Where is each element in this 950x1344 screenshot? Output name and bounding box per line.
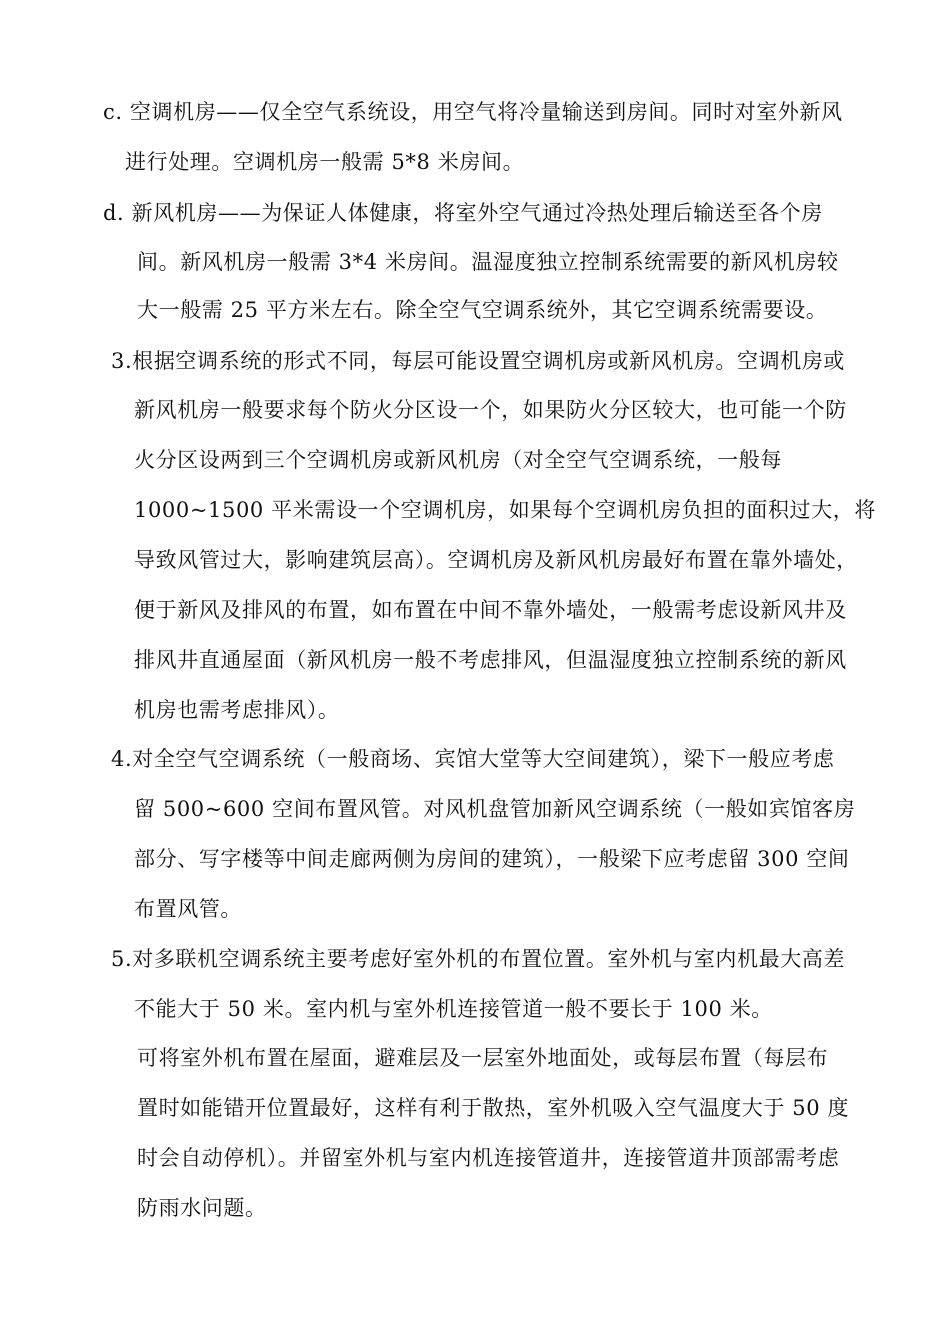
item-5-line-4: 置时如能错开位置最好，这样有利于散热，室外机吸入空气温度大于 50 度 [137, 1096, 850, 1120]
item-5-line-2: 不能大于 50 米。室内机与室外机连接管道一般不要长于 100 米。 [134, 997, 773, 1021]
item-d-line-3: 大一般需 25 平方米左右。除全空气空调系统外，其它空调系统需要设。 [137, 298, 828, 322]
item-5-line-3: 可将室外机布置在屋面，避难层及一层室外地面处，或每层布置（每层布 [137, 1046, 829, 1070]
item-3-line-3: 火分区设两到三个空调机房或新风机房（对全空气空调系统，一般每 [134, 448, 782, 472]
item-c-line-1: c. 空调机房——仅全空气系统设，用空气将冷量输送到房间。同时对室外新风 [103, 100, 843, 124]
item-d-line-1: d. 新风机房——为保证人体健康，将室外空气通过冷热处理后输送至各个房 [103, 201, 823, 225]
item-3-line-4: 1000~1500 平米需设一个空调机房，如果每个空调机房负担的面积过大，将 [134, 498, 876, 522]
item-3-line-2: 新风机房一般要求每个防火分区设一个，如果防火分区较大，也可能一个防 [134, 398, 847, 422]
item-c-line-2: 进行处理。空调机房一般需 5*8 米房间。 [125, 150, 525, 174]
item-5-line-5: 时会自动停机）。并留室外机与室内机连接管道井，连接管道井顶部需考虑 [137, 1146, 840, 1170]
item-4-line-4: 布置风管。 [134, 897, 242, 921]
item-3-line-5: 导致风管过大，影响建筑层高）。空调机房及新风机房最好布置在靠外墙处， [134, 548, 858, 572]
item-3-line-1: 3.根据空调系统的形式不同，每层可能设置空调机房或新风机房。空调机房或 [111, 349, 846, 373]
item-d-line-2: 间。新风机房一般需 3*4 米房间。温湿度独立控制系统需要的新风机房较 [137, 250, 839, 274]
item-3-line-6: 便于新风及排风的布置，如布置在中间不靠外墙处，一般需考虑设新风井及 [134, 598, 847, 622]
item-4-line-3: 部分、写字楼等中间走廊两侧为房间的建筑），一般梁下应考虑留 300 空间 [134, 847, 850, 871]
item-4-line-1: 4.对全空气空调系统（一般商场、宾馆大堂等大空间建筑），梁下一般应考虑 [111, 747, 835, 771]
item-3-line-7: 排风井直通屋面（新风机房一般不考虑排风，但温湿度独立控制系统的新风 [134, 648, 847, 672]
item-3-line-8: 机房也需考虑排风）。 [134, 698, 340, 722]
item-4-line-2: 留 500~600 空间布置风管。对风机盘管加新风空调系统（一般如宾馆客房 [134, 797, 856, 821]
item-5-line-1: 5.对多联机空调系统主要考虑好室外机的布置位置。室外机与室内机最大高差 [111, 947, 846, 971]
item-5-line-6: 防雨水问题。 [137, 1196, 267, 1220]
